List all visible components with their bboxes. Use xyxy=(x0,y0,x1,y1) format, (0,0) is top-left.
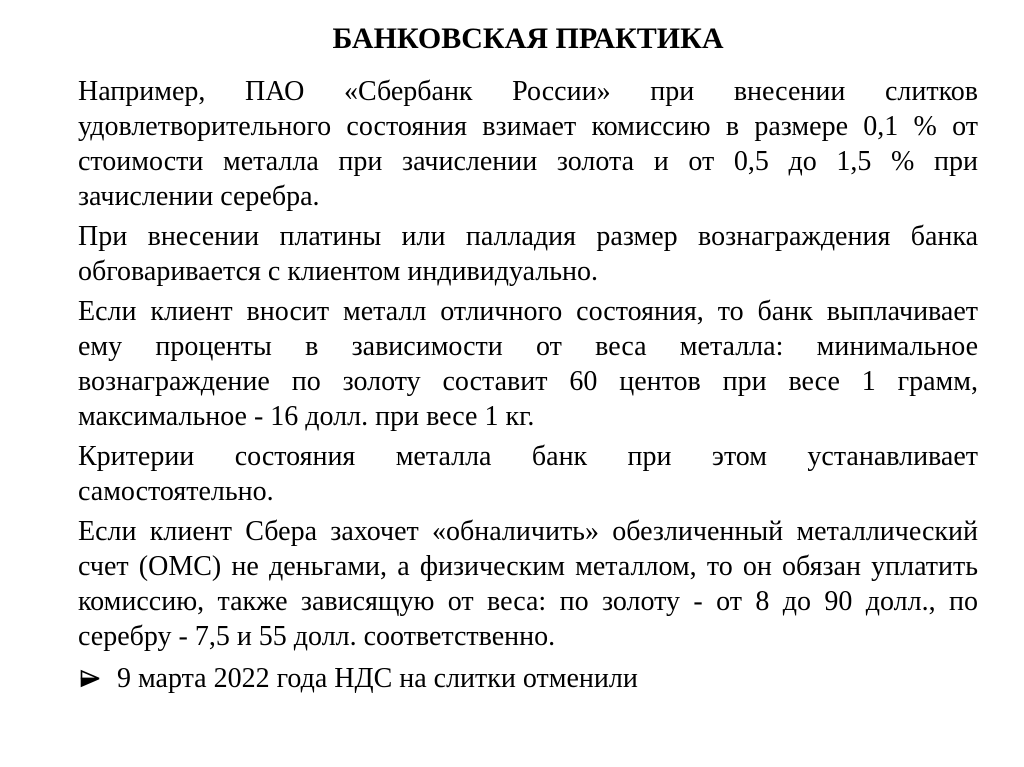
paragraph-line: При внесении платины или палладия размер вознаграждения банка xyxy=(78,221,978,252)
paragraph-line: удовлетворительного состояния взимает комиссию в размере 0,1 % от xyxy=(78,111,978,142)
paragraph-line: Например, ПАО «Сбербанк России» при внесении слитков xyxy=(78,76,978,107)
paragraph-line: счет (ОМС) не деньгами, а физическим металлом, то он обязан уплатить xyxy=(78,551,978,582)
bullet-text: 9 марта 2022 года НДС на слитки отменили xyxy=(117,663,638,694)
paragraph-line: комиссию, также зависящую от веса: по золоту - от 8 до 90 долл., по xyxy=(78,586,978,617)
paragraph xyxy=(78,294,978,434)
paragraph-line: серебру - 7,5 и 55 долл. соответственно. xyxy=(78,621,556,652)
paragraph-line: максимальное - 16 долл. при весе 1 кг. xyxy=(78,401,535,432)
paragraph-line: Если клиент вносит металл отличного состояния, то банк выплачивает xyxy=(78,296,978,327)
paragraph-line: Критерии состояния металла банк при этом устанавливает xyxy=(78,441,978,472)
paragraph-line: самостоятельно. xyxy=(78,476,274,507)
bullet-item xyxy=(78,661,978,696)
paragraph-line: обговаривается с клиентом индивидуально. xyxy=(78,256,599,287)
paragraph-line: ему проценты в зависимости от веса металла: минимальное xyxy=(78,331,978,362)
paragraph-line: Если клиент Сбера захочет «обналичить» обезличенный металлический xyxy=(78,516,978,547)
paragraph-line: зачислении серебра. xyxy=(78,181,320,212)
paragraph xyxy=(78,439,978,509)
slide-title: БАНКОВСКАЯ ПРАКТИКА xyxy=(332,22,724,55)
paragraph xyxy=(78,514,978,654)
paragraph xyxy=(78,219,978,289)
paragraph-line: вознаграждение по золоту составит 60 центов при весе 1 грамм, xyxy=(78,366,978,397)
paragraph xyxy=(78,74,978,214)
paragraph-line: стоимости металла при зачислении золота и от 0,5 до 1,5 % при xyxy=(78,146,978,177)
slide-body xyxy=(78,74,978,654)
right-arrowhead-bullet-icon xyxy=(80,668,101,689)
